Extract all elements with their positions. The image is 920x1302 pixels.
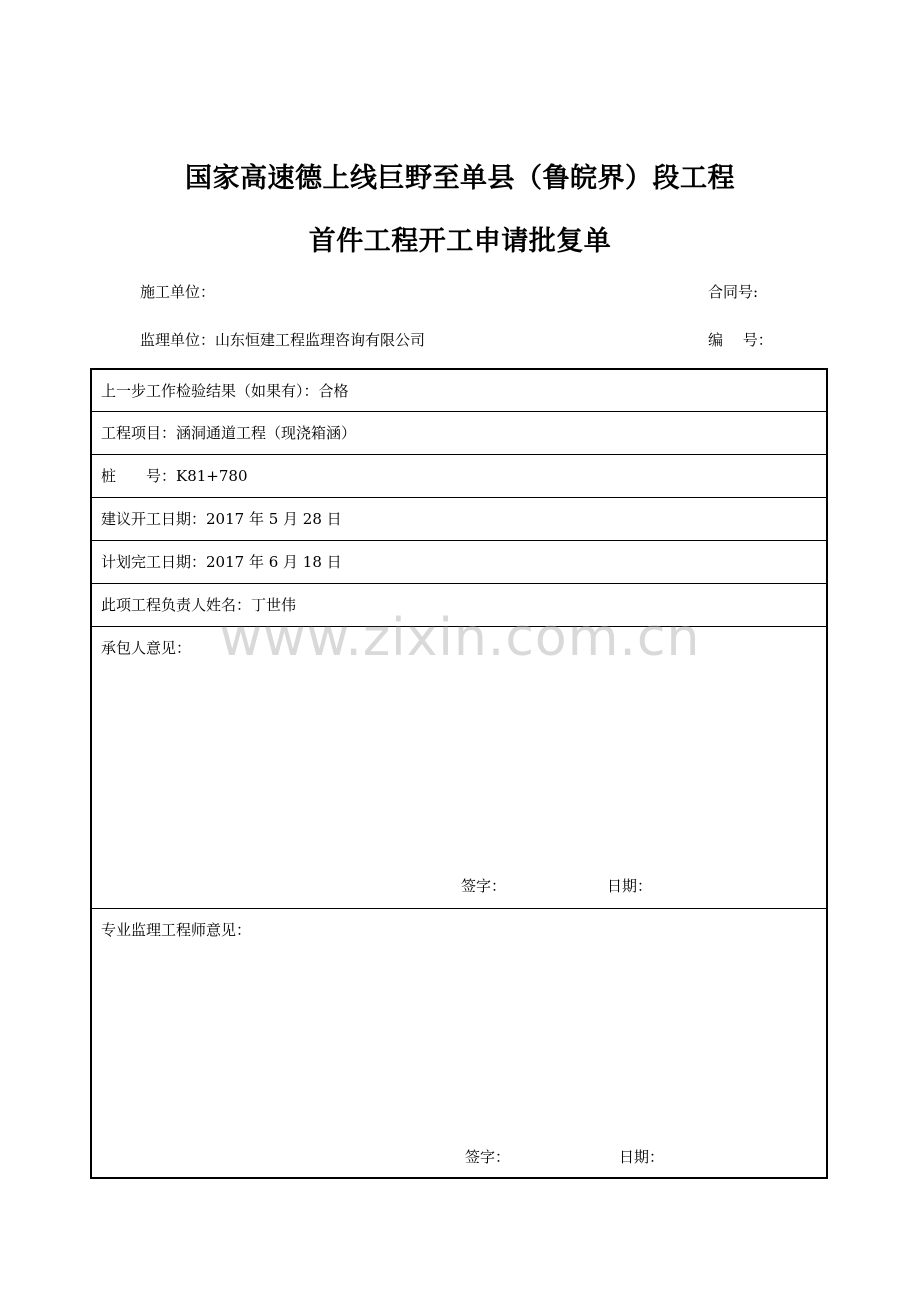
contractor-date-label: 日期： bbox=[607, 877, 653, 895]
serial-number-label: 编 号： bbox=[708, 331, 773, 349]
stake-number-row bbox=[92, 455, 826, 498]
responsible-person-row bbox=[92, 584, 826, 627]
engineer-opinion-section bbox=[92, 909, 826, 1179]
planned-finish-text: 计划完工日期：2017 年 6 月 18 日 bbox=[101, 553, 342, 571]
construction-unit-label: 施工单位： bbox=[140, 283, 216, 301]
contractor-opinion-label: 承包人意见： bbox=[101, 639, 192, 657]
supervision-unit-label: 监理单位：山东恒建工程监理咨询有限公司 bbox=[140, 331, 426, 349]
stake-number-text: 桩 号：K81+780 bbox=[101, 467, 248, 485]
engineer-signature-label: 签字： bbox=[465, 1148, 511, 1166]
planned-finish-row bbox=[92, 541, 826, 584]
contractor-opinion-section bbox=[92, 627, 826, 909]
engineer-opinion-label: 专业监理工程师意见： bbox=[101, 921, 252, 939]
watermark-text: www.zixin.com.cn bbox=[219, 608, 701, 668]
document-title-line1: 国家高速德上线巨野至单县（鲁皖界）段工程 bbox=[185, 163, 735, 194]
document-title-line2: 首件工程开工申请批复单 bbox=[308, 226, 612, 257]
engineer-date-label: 日期： bbox=[619, 1148, 665, 1166]
project-item-text: 工程项目：涵洞通道工程（现浇箱涵） bbox=[101, 424, 357, 442]
contractor-signature-label: 签字： bbox=[461, 877, 507, 895]
contract-number-label: 合同号: bbox=[708, 283, 759, 301]
proposed-start-text: 建议开工日期：2017 年 5 月 28 日 bbox=[101, 510, 342, 528]
proposed-start-row bbox=[92, 498, 826, 541]
project-item-row bbox=[92, 412, 826, 455]
responsible-person-text: 此项工程负责人姓名：丁世伟 bbox=[101, 596, 297, 614]
previous-result-text: 上一步工作检验结果（如果有）：合格 bbox=[101, 382, 349, 400]
application-form-table bbox=[90, 368, 828, 1179]
previous-result-row bbox=[92, 370, 826, 412]
